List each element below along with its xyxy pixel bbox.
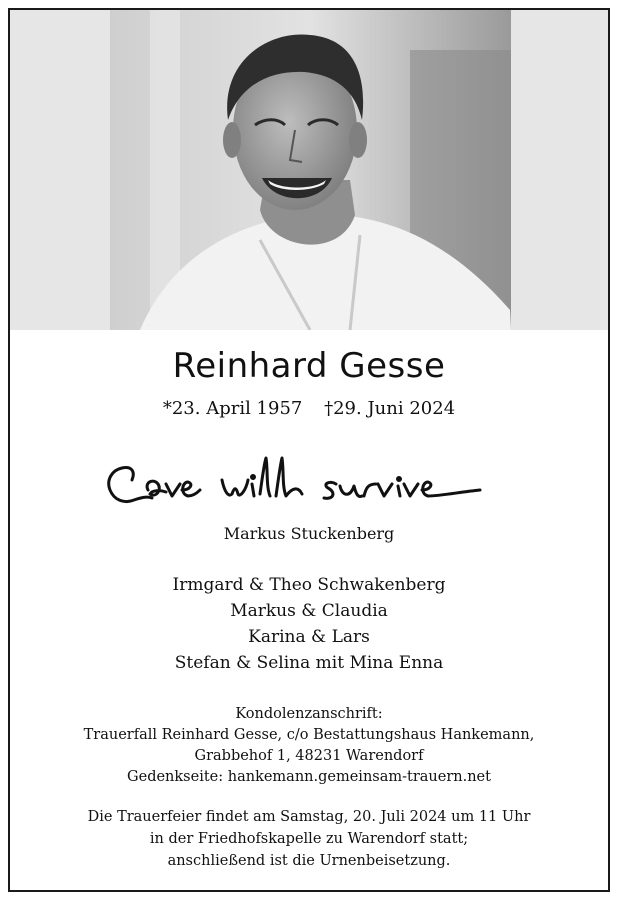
handwritten-motto xyxy=(100,450,520,512)
condolence-address xyxy=(10,704,608,788)
family-member: Karina & Lars xyxy=(248,627,370,647)
address-line: Trauerfall Reinhard Gesse, c/o Bestattungshaus Hankemann, xyxy=(83,727,535,743)
ceremony-line: anschließend ist die Urnenbeisetzung. xyxy=(167,853,451,869)
life-dates xyxy=(10,398,608,419)
address-line: Grabbehof 1, 48231 Warendorf xyxy=(194,748,424,764)
family-member: Stefan & Selina mit Mina Enna xyxy=(174,653,444,673)
memorial-website: Gedenkseite: hankemann.gemeinsam-trauern.net xyxy=(127,769,491,785)
portrait-photo xyxy=(110,10,511,330)
family-member: Markus & Claudia xyxy=(230,601,388,621)
ceremony-line: Die Trauerfeier findet am Samstag, 20. Juli 2024 um 11 Uhr xyxy=(87,809,531,825)
family-member: Irmgard & Theo Schwakenberg xyxy=(172,575,446,595)
partner-name: Markus Stuckenberg xyxy=(223,524,395,543)
obituary-frame xyxy=(8,8,610,892)
portrait-illustration xyxy=(110,10,511,330)
birth-date: *23. April 1957 xyxy=(162,398,303,419)
deceased-name: Reinhard Gesse xyxy=(172,346,446,386)
address-heading: Kondolenzanschrift: xyxy=(235,706,383,722)
photo-band xyxy=(10,10,608,330)
ceremony-line: in der Friedhofskapelle zu Warendorf statt; xyxy=(149,831,469,847)
death-date: †29. Juni 2024 xyxy=(324,398,456,419)
family-list xyxy=(10,572,608,676)
ceremony-info xyxy=(10,806,608,872)
